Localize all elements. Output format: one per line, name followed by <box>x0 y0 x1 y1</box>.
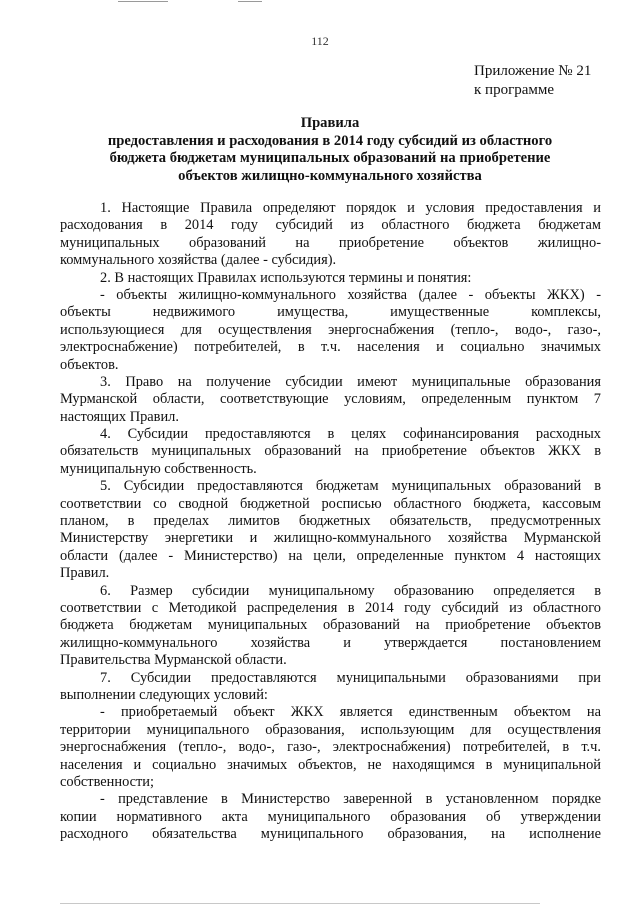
body-line: Правительства Мурманской области. <box>60 652 287 669</box>
body-line: планом, в пределах лимитов бюджетных обязательств, предусмотренных <box>60 513 601 530</box>
document-body <box>60 200 601 843</box>
body-line: расходования в 2014 году субсидий из областного бюджета бюджетам <box>60 217 601 234</box>
body-line: обязательств муниципальных образований на приобретение объектов ЖКХ в <box>60 443 601 460</box>
body-line: настоящих Правил. <box>60 408 179 425</box>
body-line: 5. Субсидии предоставляются бюджетам муниципальных образований в <box>100 478 601 495</box>
title-line-3: бюджета бюджетам муниципальных образований на приобретение <box>109 150 551 167</box>
body-line: коммунального хозяйства (далее - субсидия). <box>60 252 337 269</box>
body-line: копии нормативного акта муниципального образования об утверждении <box>60 808 601 825</box>
body-line: - приобретаемый объект ЖКХ является единственным объектом на <box>100 704 601 721</box>
body-line: муниципальную собственность. <box>60 460 257 477</box>
body-line: электроснабжение) потребителей, в т.ч. населения и социально значимых <box>60 339 601 356</box>
appendix-line-1: Приложение № 21 <box>474 63 592 79</box>
body-line: Правил. <box>60 565 110 582</box>
body-line: объекты недвижимого имущества, имущественные комплексы, <box>60 304 601 321</box>
body-line: Министерству энергетики и жилищно-коммунального хозяйства Мурманской <box>60 530 601 547</box>
body-line: выполнении следующих условий: <box>60 686 268 703</box>
document-title <box>60 115 600 185</box>
body-line: 3. Право на получение субсидии имеют муниципальные образования <box>100 373 601 390</box>
page-number: 112 <box>311 34 329 48</box>
body-line: населения и социально значимых объектов, не находящимся в муниципальной <box>60 756 601 773</box>
body-line: 6. Размер субсидии муниципальному образованию определяется в <box>100 582 601 599</box>
body-line: энергоснабжения (тепло-, водо-, газо-, электроснабжения) потребителей, в т.ч. <box>60 739 601 756</box>
body-line: собственности; <box>60 773 155 790</box>
body-line: 1. Настоящие Правила определяют порядок и условия предоставления и <box>100 200 601 216</box>
title-line-2: предоставления и расходования в 2014 году субсидий из областного <box>107 132 553 149</box>
body-line: соответствии со сводной бюджетной росписью областного бюджета, кассовым <box>60 495 601 512</box>
body-line: соответствии с Методикой распределения в 2014 году субсидий из областного <box>60 599 601 616</box>
body-line: муниципальных образований на приобретение объектов жилищно- <box>60 234 601 251</box>
body-line: территории муниципального образования, использующим для осуществления <box>60 721 601 738</box>
body-line: - объекты жилищно-коммунального хозяйства (далее - объекты ЖКХ) - <box>100 286 601 303</box>
scan-edge-mark-bottom <box>60 903 540 904</box>
title-line-4: объектов жилищно-коммунального хозяйства <box>178 167 482 184</box>
appendix-line-2: к программе <box>474 82 555 98</box>
body-line: 7. Субсидии предоставляются муниципальными образованиями при <box>100 669 601 686</box>
body-line: - представление в Министерство заверенной в установленном порядке <box>100 791 601 808</box>
body-line: бюджета бюджетам муниципальных образований на приобретение объектов <box>60 617 601 634</box>
scan-edge-mark-left <box>118 1 168 2</box>
body-line: области (далее - Министерство) на цели, определенные пунктом 4 настоящих <box>60 547 601 564</box>
body-line: объектов. <box>60 356 119 373</box>
body-line: 4. Субсидии предоставляются в целях софинансирования расходных <box>100 426 601 443</box>
appendix-reference <box>474 62 591 100</box>
body-line: жилищно-коммунального хозяйства и утверждается постановлением <box>60 634 601 651</box>
body-line: Мурманской области, соответствующие условиям, определенным пунктом 7 <box>60 391 601 408</box>
body-line: использующиеся для осуществления энергоснабжения (тепло-, водо-, газо-, <box>60 321 601 338</box>
scan-edge-mark-right <box>238 1 262 2</box>
body-line: расходного обязательства муниципального образования, на исполнение <box>60 826 601 843</box>
title-line-1: Правила <box>300 115 360 131</box>
body-line: 2. В настоящих Правилах используются термины и понятия: <box>100 269 472 286</box>
